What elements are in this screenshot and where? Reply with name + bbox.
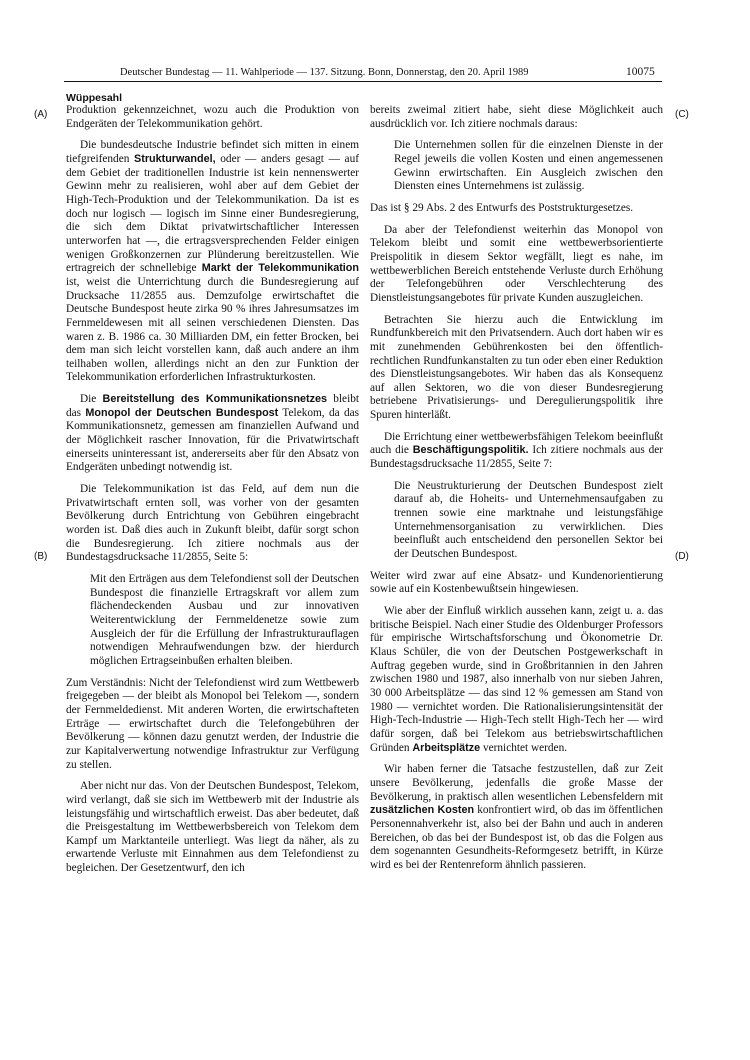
header-rule (64, 81, 662, 82)
running-title: Deutscher Bundestag — 11. Wahlperiode — 137. Sitzung. Bonn, Donnerstag, den 20. April 1989 (120, 67, 529, 78)
paragraph: Die bundesdeutsche Industrie befindet sich mitten in einem tiefgreifenden Strukturwandel, oder — anders gesagt — auf dem Gebiet der traditionellen Industrie ist kein nennenswerter Gewinn mehr zu realisieren, wohl aber auf dem Gebiet der High-Tech-Produktion und der Telekommunikation. Da ist es doch nur logisch — logisch im Sinne einer Bundesregierung, die sich dem Diktat privatwirtschaftlicher Interessen unterworfen hat —, die ertragsversprechenden Felder einigen wenigen Großkonzernen zur Plünderung bereitzustellen. Wie ertragreich der schnellebige Markt der Telekommunikation ist, weist die Unterrichtung durch die Bundesregierung auf Drucksache 11/2855 aus. Demzufolge erwirtschaftet die Deutsche Bundespost heute zirka 90 % ihres Jahresumsatzes im Fernmeldewesen mit all seinen verschiedenen Diensten. Das waren z. B. 1986 ca. 30 Milliarden DM, ein fetter Brocken, bei dem man sich leicht vorstellen kann, daß auch andere an ihm teilhaben wollen, allerdings nicht an den zur Funktion der Telekommunikation erforderlichen Infrastrukturkosten. (66, 139, 359, 384)
paragraph: bereits zweimal zitiert habe, sieht diese Möglichkeit auch ausdrücklich vor. Ich zitiere nochmals daraus: (370, 104, 663, 130)
paragraph: Weiter wird zwar auf eine Absatz- und Kundenorientierung sowie auf ein Kostenbewußtsein hingewiesen. (370, 569, 663, 596)
paragraph: Die Bereitstellung des Kommunikationsnetzes bleibt das Monopol der Deutschen Bundespost Telekom, da das Kommunikationsnetz, gemessen am finanziellen Aufwand und der Möglichkeit rascher Innovation, für die Privatwirtschaft einerseits uninteressant ist, andererseits aber für den Absatz von Endgeräten unbedingt notwendig ist. (66, 393, 360, 474)
paragraph: Produktion gekennzeichnet, wozu auch die Produktion von Endgeräten der Telekommunikation gehört. (66, 104, 359, 130)
block-quote: Die Neustrukturierung der Deutschen Bundespost zielt darauf ab, die Hoheits- und Unternehmensaufgaben zu trennen sowie eine marktnahe und leistungsfähige Unternehmensorganisation zu verwirklichen. Dies beeinflußt auch entscheidend den personellen Sektor bei der Deutschen Bundespost. (394, 479, 663, 561)
paragraph: Das ist § 29 Abs. 2 des Entwurfs des Poststrukturgesetzes. (370, 201, 634, 214)
paragraph: Da aber der Telefondienst weiterhin das Monopol von Telekom bleibt und somit eine wettbewerbsorientierte Preispolitik in diesem Sektor wegfällt, liegt es nahe, im wettbewerblichen Bereich entstehende Verluste durch Erhöhung der Telefongebühren oder Verschlechterung des Dienstleistungsangebotes für private Kunden auszugleichen. (370, 223, 663, 304)
emphasis: zusätzlichen Kosten (370, 804, 475, 817)
margin-label-a: (A) (34, 109, 48, 120)
paragraph: Wir haben ferner die Tatsache festzustellen, daß zur Zeit unsere Bevölkerung, jedenfalls die große Masse der Bevölkerung, in praktisch allen wesentlichen Lebensfeldern mit zusätzlichen Kosten konfrontiert wird, ob das im öffentlichen Personennahverkehr ist, also bei der Bahn und auch in anderen Bereichen, ob das bei der Bundespost ist, ob das die Folgen aus dem sogenannten Gesundheits-Reformgesetz betrifft, in Kürze wird es bei der Rentenreform ähnlich passieren. (370, 763, 663, 871)
margin-label-b: (B) (34, 551, 48, 562)
speaker-name: Wüppesahl (66, 92, 123, 104)
margin-label-d: (D) (675, 551, 689, 562)
paragraph: Die Errichtung einer wettbewerbsfähigen Telekom beeinflußt auch die Beschäftigungspolitik. Ich zitiere nochmals aus der Bundestagsdrucksache 11/2855, Seite 7: (370, 430, 663, 471)
emphasis: Arbeitsplätze (412, 741, 481, 754)
page-number: 10075 (626, 66, 655, 78)
right-column (370, 104, 663, 880)
emphasis: Markt der Telekommunikation (201, 262, 359, 275)
paragraph: Betrachten Sie hierzu auch die Entwicklung im Rundfunkbereich mit den Privatsendern. Auch dort haben wir es mit zunehmenden Gebührenkosten bei den öffentlich-rechtlichen Rundfunkanstalten zu tun oder eben einer Reduktion des Dienstleistungsangebotes. Wir haben das als Konsequenz auf allen Sektoren, wo die von dieser Bundesregierung betriebene Privatisierungs- und Deregulierungspolitik ihre Spuren hinterläßt. (370, 313, 663, 422)
paragraph: Die Telekommunikation ist das Feld, auf dem nun die Privatwirtschaft ernten soll, was vorher von der gesamten Bevölkerung durch Entrichtung von Gebühren eingebracht worden ist. Daß dies auch in Zukunft bleibt, dafür sorgt schon die Bundesregierung. Ich zitiere nochmals aus der Bundestagsdrucksache 11/2855, Seite 5: (66, 483, 359, 564)
left-column (66, 104, 359, 884)
emphasis: Strukturwandel, (134, 152, 216, 165)
page-header (0, 0, 750, 84)
emphasis: Monopol der Deutschen Bundespost (85, 406, 279, 419)
margin-label-c: (C) (675, 109, 689, 120)
emphasis: Beschäftigungspolitik. (412, 444, 529, 457)
block-quote: Mit den Erträgen aus dem Telefondienst soll der Deutschen Bundespost die finanzielle Ertragskraft vor allem zum flächendeckenden Ausbau und zur innovativen Weiterentwicklung der Fernmeldenetze sowie zum Ausgleich der für die Erfüllung der Infrastrukturauflagen notwendigen Mehraufwendungen bzw. der hierdurch möglichen Ertragseinbußen erhalten bleiben. (90, 573, 359, 667)
paragraph: Zum Verständnis: Nicht der Telefondienst wird zum Wettbewerb freigegeben — der bleibt als Monopol bei Telekom —, sondern der Fernmeldedienst. Mit anderen Worten, die erwirtschafteten Erträge — erwirtschaftet durch die Telefongebühren der Bevölkerung — können dazu genutzt werden, der Industrie die zur Kapitalverwertung notwendige Infrastruktur zur Verfügung zu stellen. (66, 676, 359, 771)
paragraph: Wie aber der Einfluß wirklich aussehen kann, zeigt u. a. das britische Beispiel. Nach einer Studie des Oldenburger Professors für empirische Wirtschaftsforschung und Ökonometrie Dr. Klaus Schüler, die von der Deutschen Postgewerkschaft in Auftrag gegeben wurde, sind in Großbritannien in den Jahren zwischen 1980 und 1987, also innerhalb von nur sieben Jahren, 30 000 Arbeitsplätze — das sind 12 % gemessen am Stand von 1980 — vernichtet worden. Die Rationalisierungsintensität der High-Tech-Industrie — High-Tech stellt High-Tech her — wird dafür sorgen, daß bei Telekom aus betriebswirtschaftlichen Gründen Arbeitsplätze vernichtet werden. (370, 605, 663, 754)
emphasis: Bereitstellung des Kommunikationsnetzes (102, 393, 328, 406)
paragraph: Aber nicht nur das. Von der Deutschen Bundespost, Telekom, wird verlangt, daß sie sich im Wettbewerb mit der Industrie als leistungsfähig und wirtschaftlich erweist. Das aber bedeutet, daß die Preisgestaltung im Wettbewerbsbereich von Telekom dem Kampf um Marktanteile unterliegt. Was liegt da näher, als zu erwartende Verluste mit Einnahmen aus dem Telefondienst zu begleichen. Der Gesetzentwurf, den ich (66, 780, 359, 875)
block-quote: Die Unternehmen sollen für die einzelnen Dienste in der Regel jeweils die vollen Kosten und einen angemessenen Gewinn erwirtschaften. Ein Ausgleich zwischen den Diensten eines Unternehmens ist zulässig. (394, 139, 663, 193)
